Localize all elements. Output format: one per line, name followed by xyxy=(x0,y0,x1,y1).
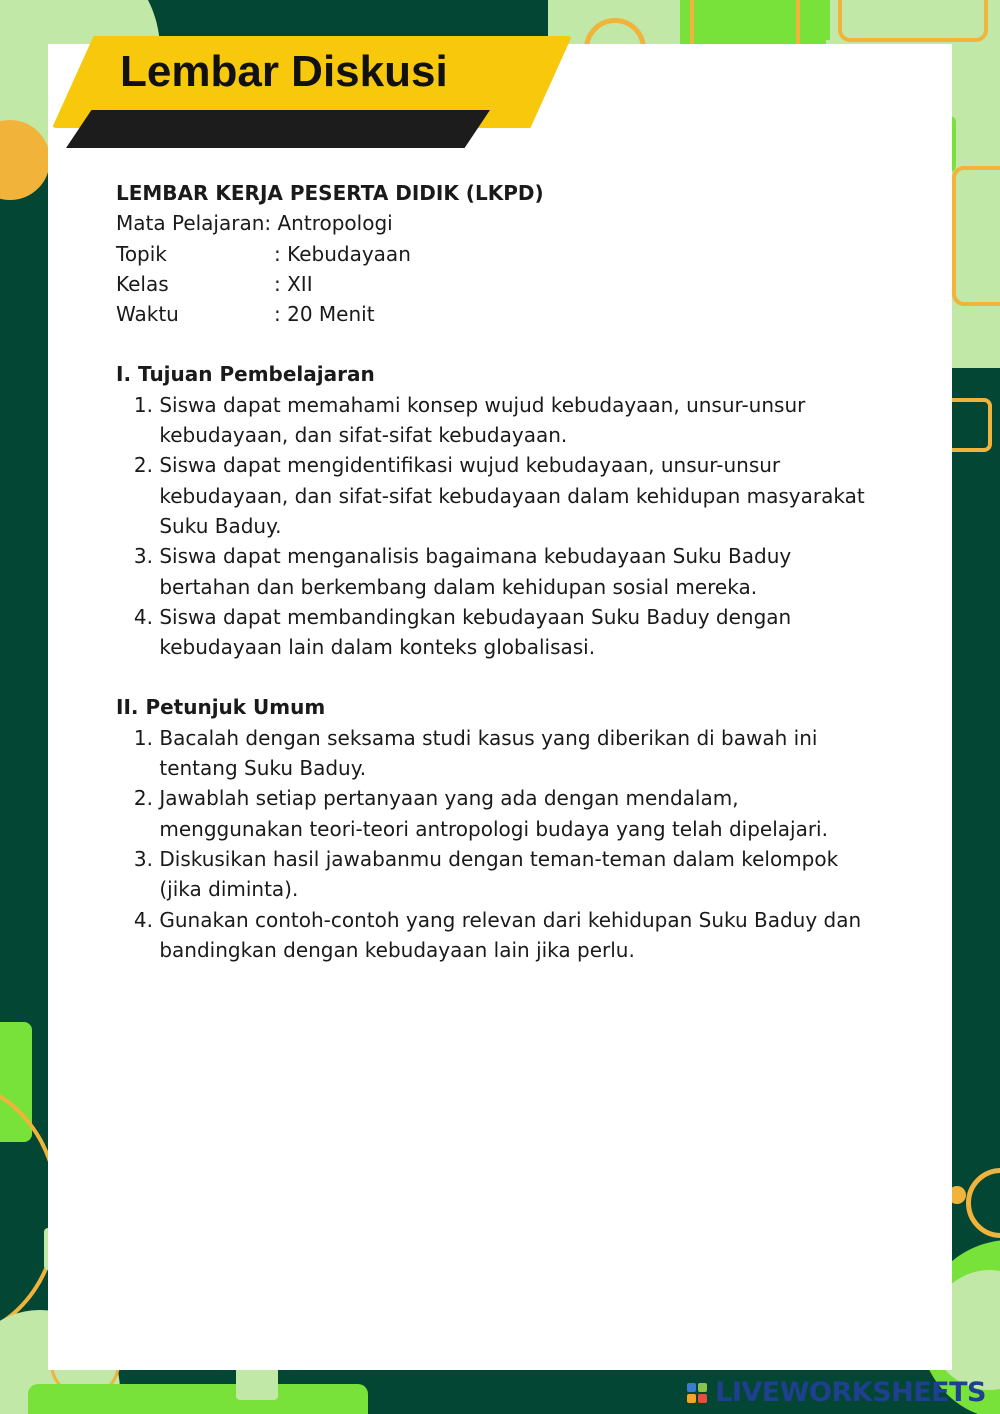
class-value: : XII xyxy=(274,271,313,296)
list-item xyxy=(116,541,886,602)
list-item-number: 3. xyxy=(133,544,153,569)
subject-row xyxy=(116,208,886,238)
list-item-text: Siswa dapat memahami konsep wujud kebudayaan, unsur-unsur kebudayaan, dan sifat-sifat kebudayaan. xyxy=(159,392,806,448)
list-item xyxy=(116,450,886,541)
list-item-number: 2. xyxy=(133,453,153,478)
list-item-number: 3. xyxy=(133,846,153,871)
subject-value: : Antropologi xyxy=(264,211,393,236)
decor-top-orange-frame xyxy=(838,0,988,42)
liveworksheets-logo-icon xyxy=(687,1383,707,1403)
list-item xyxy=(116,783,886,844)
list-item-text: Diskusikan hasil jawabanmu dengan teman-teman dalam kelompok (jika diminta). xyxy=(159,846,839,902)
subject-label: Mata Pelajaran xyxy=(116,211,265,236)
topic-label: Topik xyxy=(116,241,167,266)
general-instructions-list xyxy=(116,723,886,965)
learning-objectives-list xyxy=(116,390,886,663)
decor-bottom-lime-bar xyxy=(28,1384,368,1414)
list-item-number: 1. xyxy=(133,725,153,750)
list-item xyxy=(116,844,886,905)
liveworksheets-watermark[interactable] xyxy=(687,1378,986,1408)
list-item-text: Bacalah dengan seksama studi kasus yang diberikan di bawah ini tentang Suku Baduy. xyxy=(159,725,818,781)
class-row xyxy=(116,269,886,299)
list-item xyxy=(116,390,886,451)
list-item-number: 4. xyxy=(133,907,153,932)
title-banner-underline xyxy=(66,110,490,148)
time-label: Waktu xyxy=(116,302,179,327)
list-item xyxy=(116,602,886,663)
list-item xyxy=(116,723,886,784)
watermark-text: LIVEWORKSHEETS xyxy=(715,1377,986,1408)
list-item-text: Gunakan contoh-contoh yang relevan dari kehidupan Suku Baduy dan bandingkan dengan kebudayaan lain jika perlu. xyxy=(159,907,862,962)
class-label: Kelas xyxy=(116,271,169,296)
list-item-text: Siswa dapat membandingkan kebudayaan Suku Baduy dengan kebudayaan lain dalam konteks globalisasi. xyxy=(159,604,792,660)
section-general-instructions-title: II. Petunjuk Umum xyxy=(116,695,326,720)
decor-right-orange-frame xyxy=(952,166,1000,306)
document-heading: LEMBAR KERJA PESERTA DIDIK (LKPD) xyxy=(116,181,544,205)
list-item-number: 1. xyxy=(133,392,153,417)
list-item-number: 4. xyxy=(133,604,153,629)
topic-row xyxy=(116,239,886,269)
list-item-text: Siswa dapat menganalisis bagaimana kebudayaan Suku Baduy bertahan dan berkembang dalam kehidupan sosial mereka. xyxy=(159,544,792,599)
page-title: Lembar Diskusi xyxy=(120,47,448,96)
time-row xyxy=(116,299,886,329)
time-value: : 20 Menit xyxy=(274,302,375,327)
topic-value: : Kebudayaan xyxy=(274,241,411,266)
worksheet-content xyxy=(116,178,886,965)
decor-bottom-right-orange-ring xyxy=(966,1168,1000,1238)
list-item xyxy=(116,905,886,966)
list-item-text: Jawablah setiap pertanyaan yang ada dengan mendalam, menggunakan teori-teori antropologi budaya yang telah dipelajari. xyxy=(159,786,828,841)
list-item-text: Siswa dapat mengidentifikasi wujud kebudayaan, unsur-unsur kebudayaan, dan sifat-sifat kebudayaan dalam kehidupan masyarakat Suku Baduy. xyxy=(159,453,865,538)
section-learning-objectives-title: I. Tujuan Pembelajaran xyxy=(116,362,375,387)
list-item-number: 2. xyxy=(133,786,153,811)
